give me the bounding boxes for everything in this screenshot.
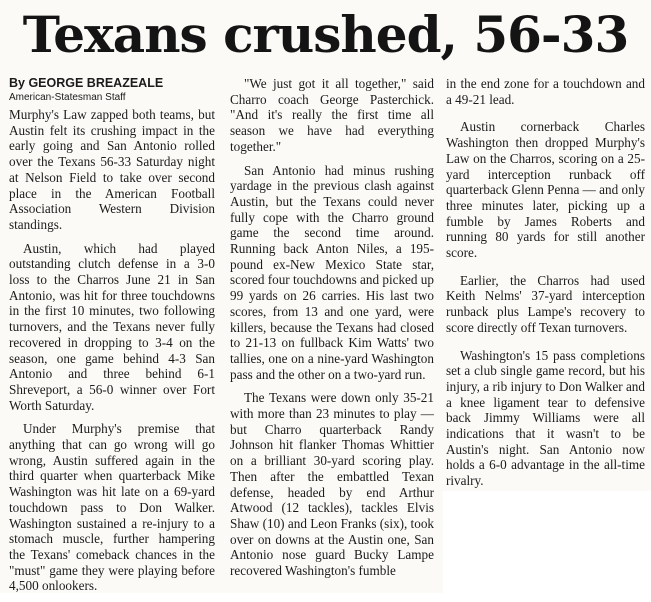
- blank-corner: [443, 491, 651, 593]
- paragraph-5: San Antonio had minus rushing yardage in the previous clash against Austin, but the Texans could never fully cope with the Charro ground game the second time around. Running back Anton Niles, a 195-pound ex-New Mexico State star, scored four touchdowns and picked up 99 yards on 26 carries. His last two scores, from 13 and one yard, were killers, because the Texans had closed to 21-13 on fullback Kim Watts' two tallies, one on a nine-yard Washington pass and the other on a two-yard run.: [230, 162, 434, 382]
- paragraph-9: Washington's 15 pass completions set a club single game record, but his injury, a rib injury to Don Walker and a knee ligament tear to defensive back Jimmy Williams were all indications that it wasn't to be Austin's night. San Antonio now holds a 6-0 advantage in the all-time rivalry.: [446, 347, 645, 489]
- column-1: [9, 76, 215, 602]
- paragraph-4: "We just got it all together," said Charro coach George Pasterchick. "And it's really the first time all season we have had everything together.": [230, 76, 434, 154]
- column-2: [230, 76, 434, 587]
- byline: By GEORGE BREAZEALE: [9, 76, 164, 90]
- column-3: [446, 76, 645, 501]
- paragraph-2: Austin, which had played outstanding clutch defense in a 3-0 loss to the Charros June 21 in San Antonio, was hit for three touchdowns in the first 10 minutes, two following turnovers, and the Texans never fully recovered in dropping to 3-4 on the season, one game behind 4-3 San Antonio and three behind 6-1 Shreveport, a 56-0 winner over Fort Worth Saturday.: [9, 240, 215, 413]
- paragraph-1: Murphy's Law zapped both teams, but Austin felt its crushing impact in the early going and San Antonio rolled over the Texans 56-33 Saturday night at Nelson Field to take over second place in the American Football Association Western Division standings.: [9, 107, 215, 232]
- byline-staff: American-Statesman Staff: [9, 92, 126, 103]
- paragraph-8: Earlier, the Charros had used Keith Nelms' 37-yard interception runback plus Lampe's recovery to score directly off Texan turnovers.: [446, 272, 645, 335]
- paragraph-3: Under Murphy's premise that anything that can go wrong will go wrong, Austin suffered again in the third quarter when quarterback Mike Washington was hit late on a 69-yard touchdown pass to Don Walker. Washington sustained a re-injury to a stomach muscle, further hampering the Texans' comeback chances in the "must" game they were playing before 4,500 onlookers.: [9, 421, 215, 594]
- paragraph-6-continued: in the end zone for a touchdown and a 49-21 lead.: [446, 76, 645, 107]
- paragraph-6: The Texans were down only 35-21 with more than 23 minutes to play — but Charro quarterback Randy Johnson hit flanker Thomas Whittier on a brilliant 30-yard scoring play. Then after the embattled Texan defense, headed by end Arthur Atwood (12 tackles), tackles Elvis Shaw (10) and Leon Franks (six), took over on downs at the Austin one, San Antonio nose guard Bucky Lampe recovered Washington's fumble: [230, 390, 435, 579]
- paragraph-7: Austin cornerback Charles Washington then dropped Murphy's Law on the Charros, scoring on a 25-yard interception runback off quarterback Glenn Penna — and only three minutes later, picking up a fumble by James Roberts and running 80 yards for still another score.: [446, 119, 645, 261]
- headline: Texans crushed, 56-33: [22, 5, 629, 64]
